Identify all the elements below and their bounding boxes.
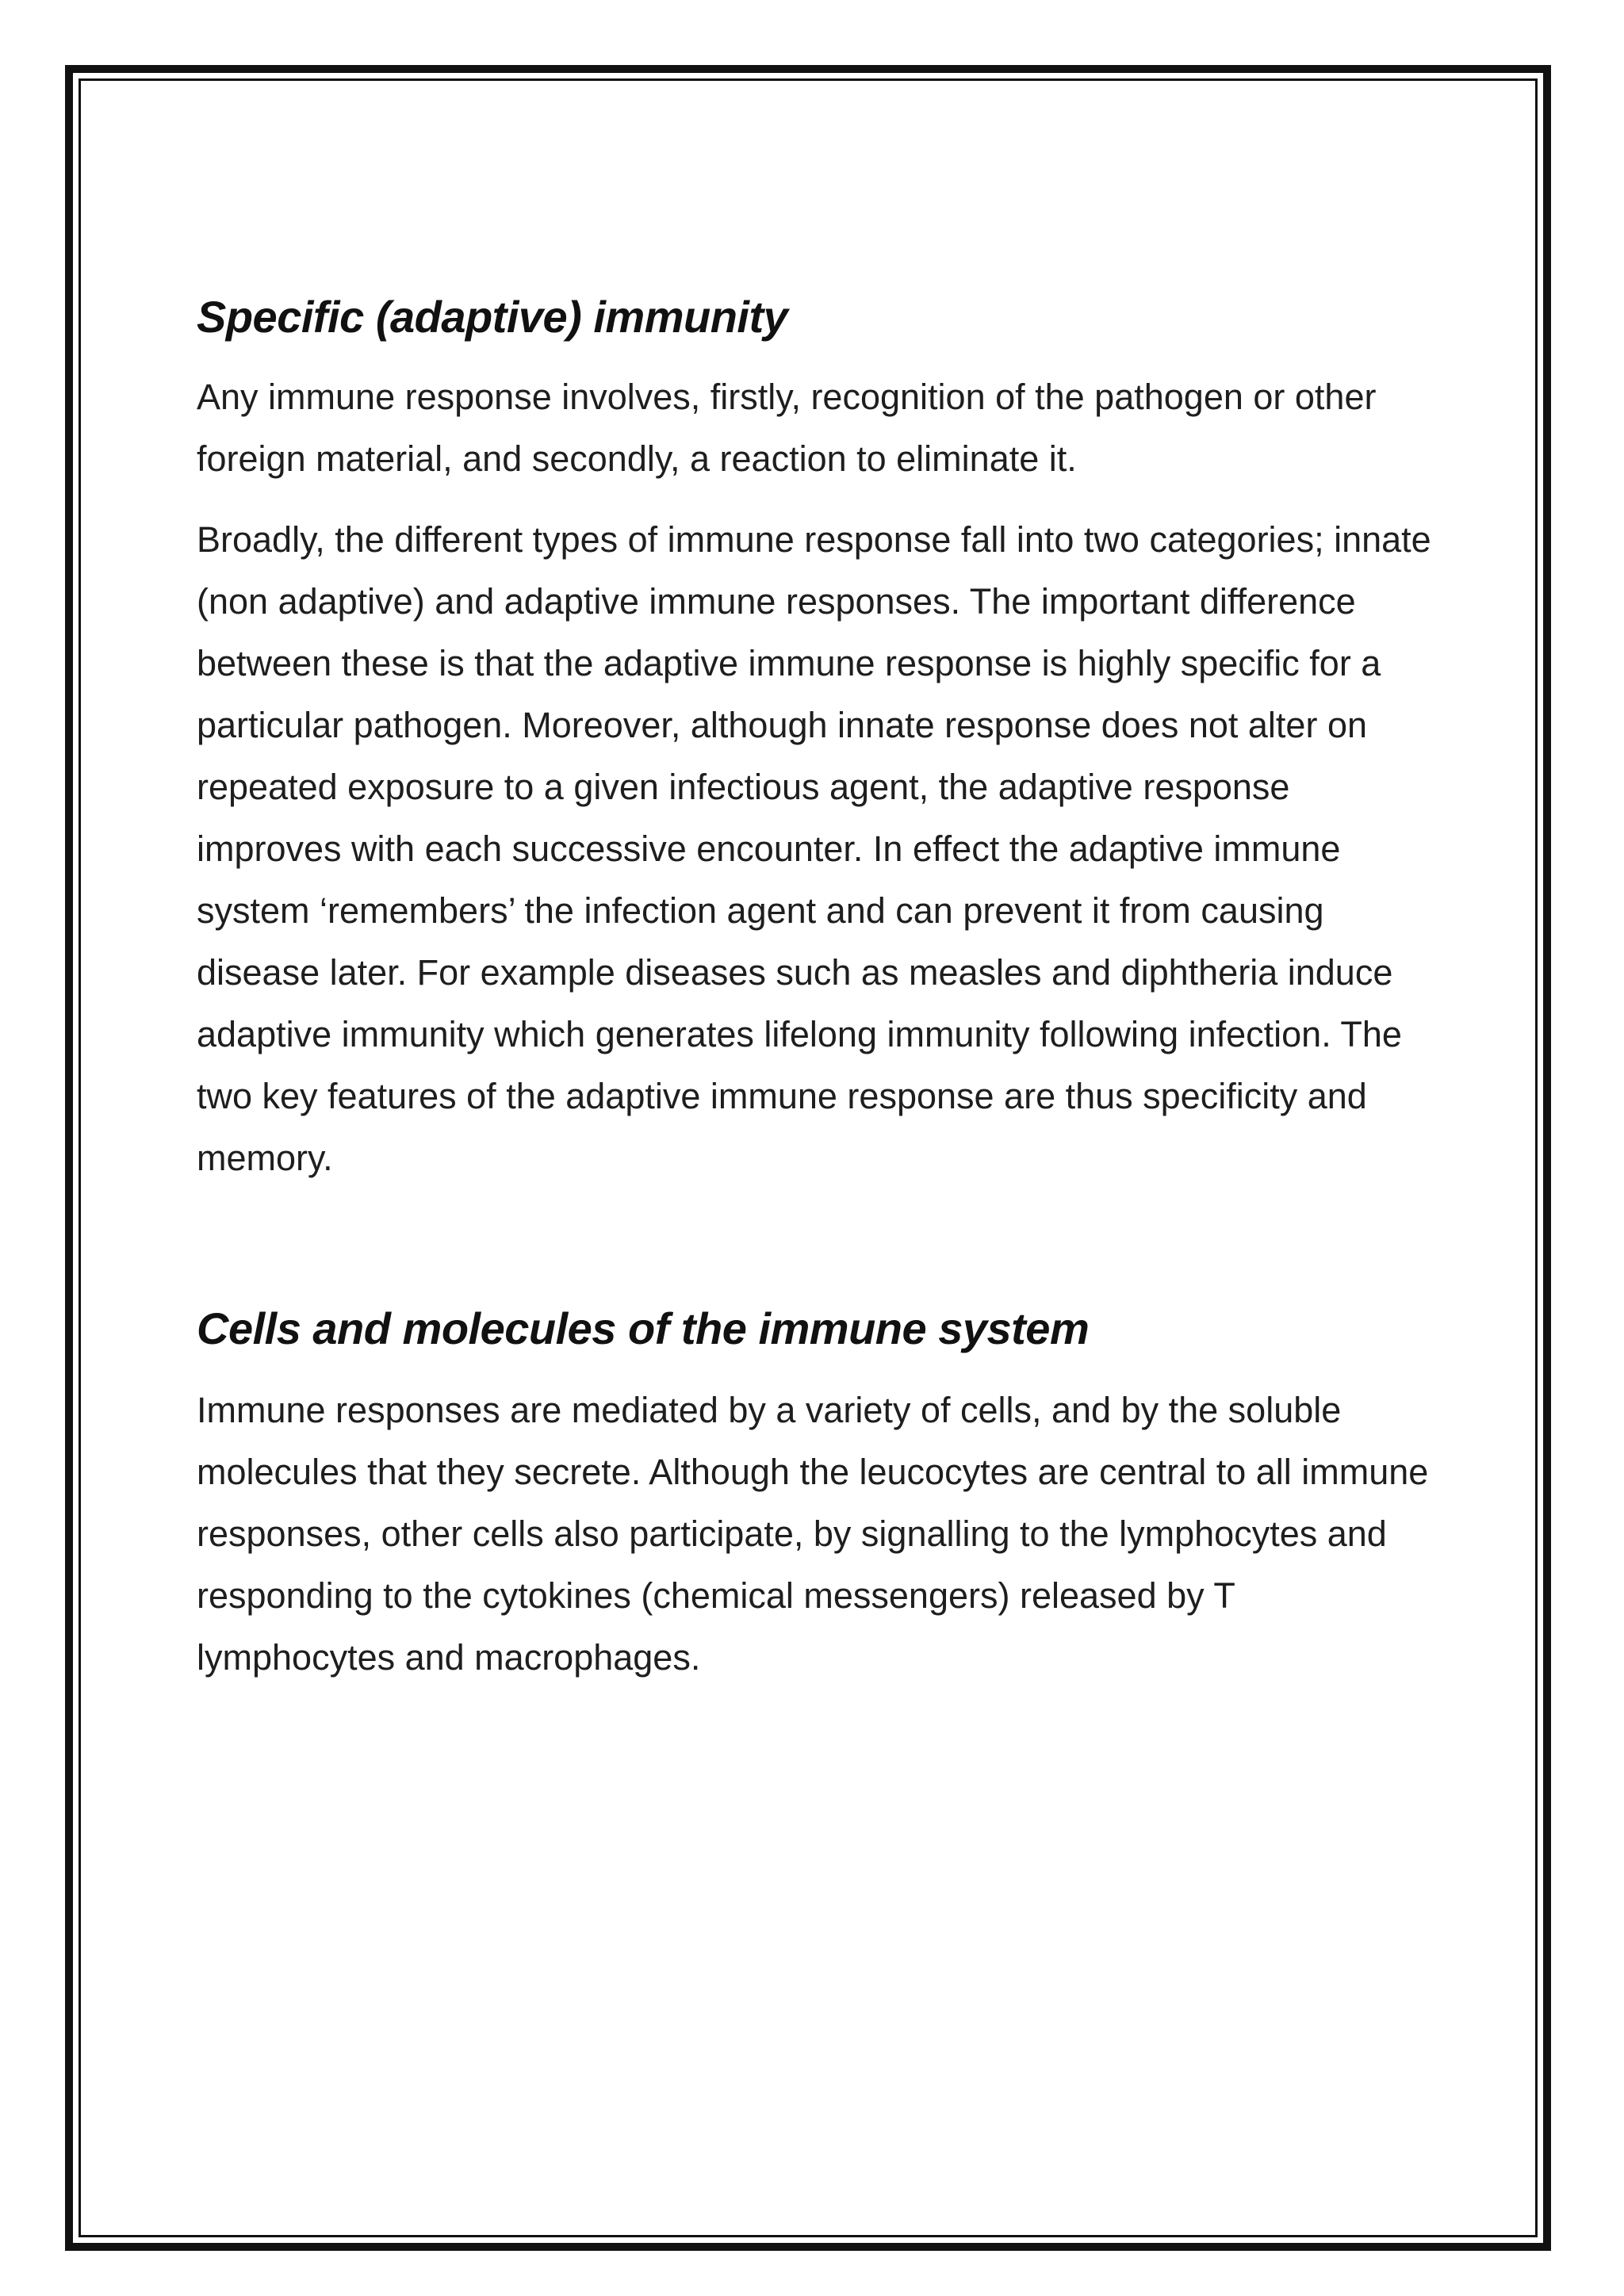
section-specific-adaptive-immunity [197,282,1434,1189]
paragraph: Broadly, the different types of immune response fall into two categories; innate (non adaptive) and adaptive immune responses. The important difference between these is that the adaptive immune response is highly specific for a particular pathogen. Moreover, although innate response does not alter on repeated exposure to a given infectious agent, the adaptive response improves with each successive encounter. In effect the adaptive immune system ‘remembers’ the infection agent and can prevent it from causing disease later. For example diseases such as measles and diphtheria induce adaptive immunity which generates lifelong immunity following infection. The two key features of the adaptive immune response are thus specificity and memory. [197,519,1431,1178]
section-cells-and-molecules [197,1294,1434,1689]
section-heading: Cells and molecules of the immune system [197,1303,1090,1353]
section-heading: Specific (adaptive) immunity [197,292,788,342]
paragraph: Any immune response involves, firstly, recognition of the pathogen or other foreign material, and secondly, a reaction to eliminate it. [197,377,1377,479]
paragraph: Immune responses are mediated by a variety of cells, and by the soluble molecules that they secrete. Although the leucocytes are central to all immune responses, other cells also participate, by signalling to the lymphocytes and responding to the cytokines (chemical messengers) released by T lymphocytes and macrophages. [197,1390,1429,1678]
document-body [197,282,1434,1689]
